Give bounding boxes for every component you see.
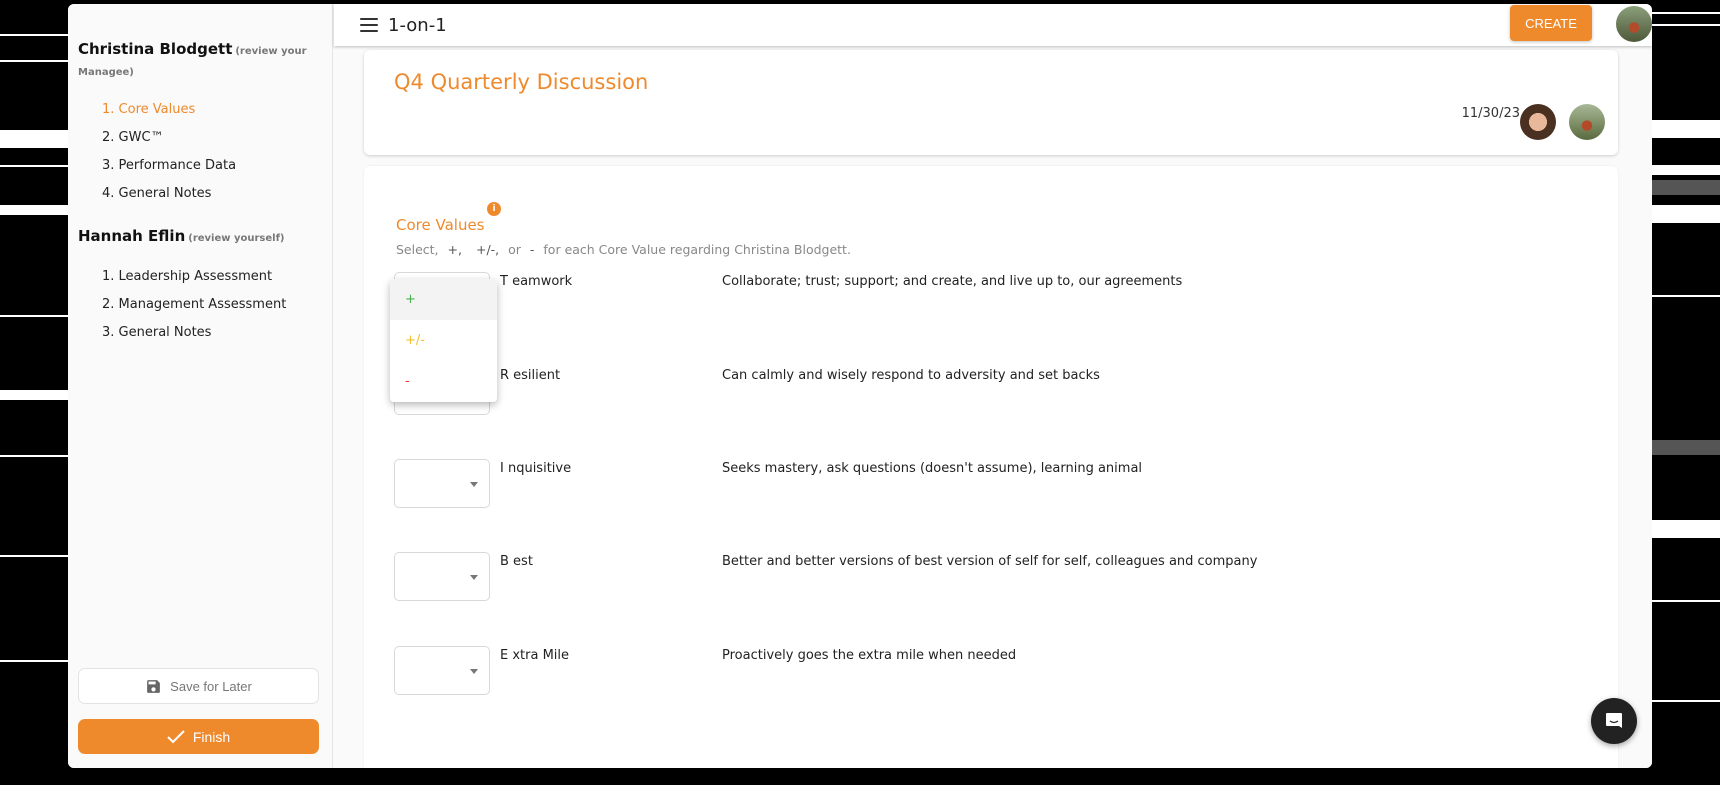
discussion-title: Q4 Quarterly Discussion (394, 70, 649, 94)
managee-subtitle: (review your (235, 46, 307, 57)
core-value-description: Proactively goes the extra mile when needed (722, 648, 1017, 663)
participant-avatar-manager (1569, 104, 1605, 140)
chevron-down-icon (470, 575, 478, 580)
core-value-name: R esilient (500, 368, 561, 383)
checkmark-icon (167, 730, 185, 744)
create-button[interactable]: CREATE (1510, 5, 1592, 41)
rating-select-best[interactable] (394, 552, 490, 601)
chat-bubble-icon (1604, 711, 1624, 731)
sidebar (68, 4, 333, 768)
finish-label: Finish (192, 728, 231, 745)
page-title: 1-on-1 (388, 14, 447, 36)
self-name: Hannah Eflin (78, 227, 186, 245)
sidebar-item-core-values[interactable]: 1. Core Values (102, 102, 196, 117)
core-value-row (394, 646, 1594, 706)
chevron-down-icon (470, 669, 478, 674)
core-value-description: Can calmly and wisely respond to adversity and set backs (722, 368, 1100, 383)
discussion-date: 11/30/23 (1461, 106, 1520, 121)
sidebar-item-general-notes-self[interactable]: 3. General Notes (102, 325, 212, 340)
finish-button[interactable] (78, 719, 319, 754)
discussion-header-card (364, 50, 1618, 155)
core-values-instructions (396, 242, 851, 257)
save-for-later-label: Save for Later (170, 678, 252, 694)
core-value-row (394, 459, 1594, 519)
sidebar-item-performance-data[interactable]: 3. Performance Data (102, 158, 237, 173)
managee-name: Christina Blodgett (78, 40, 233, 58)
chevron-down-icon (470, 482, 478, 487)
save-for-later-button[interactable] (78, 668, 319, 704)
participant-avatar-managee (1520, 104, 1556, 140)
core-value-row (394, 552, 1594, 612)
core-value-name: B est (500, 554, 533, 569)
core-value-description: Seeks mastery, ask questions (doesn't assume), learning animal (722, 461, 1143, 476)
instr-option-plus: +, (447, 242, 462, 257)
top-bar (334, 4, 1652, 46)
core-value-row (394, 366, 1594, 426)
sidebar-item-gwc[interactable]: 2. GWC™ (102, 130, 164, 145)
main-content (334, 46, 1652, 768)
rating-select-extra-mile[interactable] (394, 646, 490, 695)
info-icon[interactable]: i (487, 202, 501, 216)
sidebar-items (78, 250, 322, 356)
core-value-name: I nquisitive (500, 461, 572, 476)
self-subtitle: (review yourself) (188, 233, 285, 244)
floppy-disk-icon (145, 678, 162, 695)
instr-option-neutral: +/-, (475, 242, 500, 257)
core-value-name: T eamwork (500, 274, 573, 289)
rating-option-minus[interactable]: - (405, 374, 410, 389)
app-window (68, 4, 1652, 768)
rating-select-inquisitive[interactable] (394, 459, 490, 508)
core-value-row (394, 272, 1594, 332)
rating-option-plus[interactable]: + (390, 279, 497, 320)
sidebar-group-header (78, 38, 322, 83)
rating-option-neutral[interactable]: +/- (405, 333, 425, 348)
core-value-description: Better and better versions of best version of self for self, colleagues and company (722, 554, 1258, 569)
hamburger-menu-icon[interactable] (360, 18, 378, 32)
instr-or: or (508, 242, 521, 257)
core-values-card (364, 166, 1618, 768)
chat-support-button[interactable] (1591, 698, 1637, 744)
sidebar-group-header (78, 225, 322, 250)
sidebar-item-general-notes[interactable]: 4. General Notes (102, 186, 212, 201)
core-value-name: E xtra Mile (500, 648, 570, 663)
sidebar-item-leadership-assessment[interactable]: 1. Leadership Assessment (102, 269, 273, 284)
core-value-description: Collaborate; trust; support; and create, and live up to, our agreements (722, 274, 1183, 289)
sidebar-group-self (68, 217, 332, 356)
sidebar-items (78, 83, 322, 217)
managee-subtitle-cont: Managee) (78, 67, 134, 78)
instr-suffix: for each Core Value regarding Christina Blodgett. (543, 242, 851, 257)
sidebar-item-management-assessment[interactable]: 2. Management Assessment (102, 297, 287, 312)
instr-option-minus: - (529, 242, 535, 257)
sidebar-group-managee (68, 4, 332, 217)
instr-prefix: Select, (396, 242, 439, 257)
rating-dropdown-menu (390, 279, 497, 402)
user-avatar[interactable] (1616, 6, 1652, 42)
core-values-title: Core Values (396, 216, 485, 234)
